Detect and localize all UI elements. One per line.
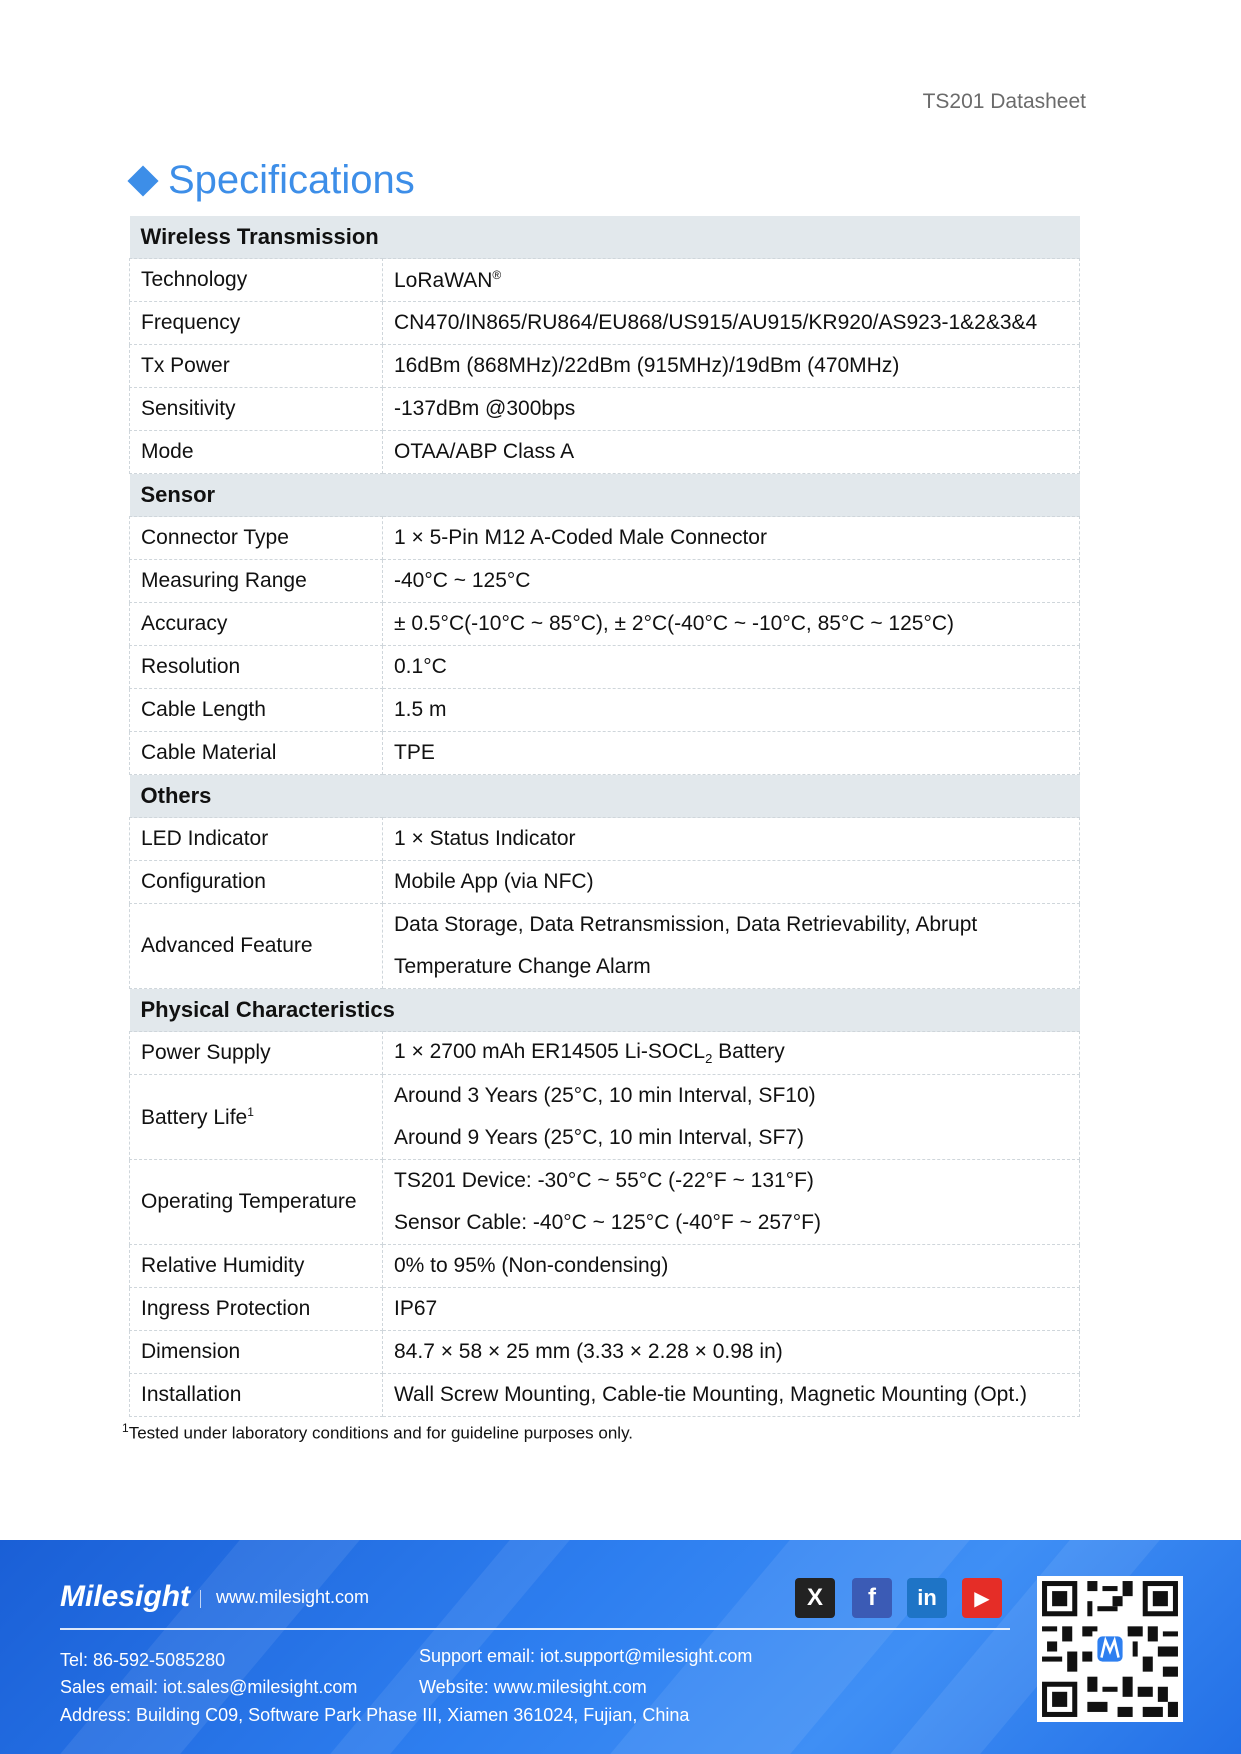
row-value: 0.1°C (383, 646, 1080, 689)
row-value: -137dBm @300bps (383, 388, 1080, 431)
table-row (130, 560, 1080, 603)
x-icon[interactable]: X (795, 1578, 835, 1618)
table-row (130, 904, 1080, 989)
row-value: 16dBm (868MHz)/22dBm (915MHz)/19dBm (470MHz) (383, 345, 1080, 388)
row-value: Data Storage, Data Retransmission, Data Retrievability, Abrupt Temperature Change Alarm (383, 904, 1080, 989)
row-label: Measuring Range (130, 560, 383, 603)
table-row (130, 1288, 1080, 1331)
group-wireless: Wireless Transmission (130, 216, 1080, 259)
table-row (130, 302, 1080, 345)
website-link-top[interactable]: www.milesight.com (216, 1587, 370, 1607)
row-value: ± 0.5°C(-10°C ~ 85°C), ± 2°C(-40°C ~ -10°C, 85°C ~ 125°C) (383, 603, 1080, 646)
row-label: Frequency (130, 302, 383, 345)
table-row (130, 431, 1080, 474)
table-row (130, 646, 1080, 689)
row-value: LoRaWAN® (383, 259, 1080, 302)
row-label: Ingress Protection (130, 1288, 383, 1331)
row-label: Cable Material (130, 732, 383, 775)
table-row (130, 345, 1080, 388)
table-row (130, 861, 1080, 904)
footer-rule (60, 1628, 1010, 1630)
table-row (130, 603, 1080, 646)
row-value: Mobile App (via NFC) (383, 861, 1080, 904)
row-value: 1.5 m (383, 689, 1080, 732)
row-value: -40°C ~ 125°C (383, 560, 1080, 603)
row-label: LED Indicator (130, 818, 383, 861)
row-value: IP67 (383, 1288, 1080, 1331)
table-row (130, 1075, 1080, 1160)
section-title: Specifications (168, 158, 415, 202)
table-row (130, 1032, 1080, 1075)
row-label: Accuracy (130, 603, 383, 646)
footnote: $^1$Tested under laboratory conditions and for guideline purposes only. (122, 1421, 634, 1443)
table-row (130, 517, 1080, 560)
row-label: Cable Length (130, 689, 383, 732)
row-label: Operating Temperature (130, 1160, 383, 1245)
table-row (130, 689, 1080, 732)
table-row (130, 818, 1080, 861)
row-label: Battery Life$^1$ (130, 1075, 383, 1160)
row-value: 1 × 2700 mAh ER14505 $Li-SOCL_2$ Battery (383, 1032, 1080, 1075)
row-label: Installation (130, 1374, 383, 1417)
row-label: Tx Power (130, 345, 383, 388)
row-value: 0% to 95% (Non-condensing) (383, 1245, 1080, 1288)
table-row (130, 1374, 1080, 1417)
row-value: 84.7 × 58 × 25 mm (3.33 × 2.28 × 0.98 in) (383, 1331, 1080, 1374)
specifications-table (129, 216, 1080, 1417)
diamond-bullet-icon (127, 165, 158, 196)
qr-code-icon (1037, 1576, 1183, 1722)
row-value: 1 × 5-Pin M12 A-Coded Male Connector (383, 517, 1080, 560)
document-title: TS201 Datasheet (922, 90, 1086, 113)
website-link[interactable]: Website: www.milesight.com (419, 1677, 647, 1697)
table-row (130, 732, 1080, 775)
row-label: Technology (130, 259, 383, 302)
row-value: 1 × Status Indicator (383, 818, 1080, 861)
row-label: Relative Humidity (130, 1245, 383, 1288)
table-row (130, 1331, 1080, 1374)
linkedin-icon[interactable]: in (907, 1578, 947, 1618)
row-value: TS201 Device: -30°C ~ 55°C (-22°F ~ 131°F) Sensor Cable: -40°C ~ 125°C (-40°F ~ 257°F) (383, 1160, 1080, 1245)
group-others: Others (130, 775, 1080, 818)
row-label: Connector Type (130, 517, 383, 560)
table-row (130, 1160, 1080, 1245)
group-physical: Physical Characteristics (130, 989, 1080, 1032)
tel: Tel: 86-592-5085280 (60, 1650, 226, 1670)
row-value: Wall Screw Mounting, Cable-tie Mounting, Magnetic Mounting (Opt.) (383, 1374, 1080, 1417)
row-label: Configuration (130, 861, 383, 904)
row-label: Advanced Feature (130, 904, 383, 989)
brand-logo: Milesight (60, 1580, 191, 1613)
row-value: Around 3 Years (25°C, 10 min Interval, SF10) Around 9 Years (25°C, 10 min Interval, SF7) (383, 1075, 1080, 1160)
divider (200, 1590, 201, 1608)
row-value: TPE (383, 732, 1080, 775)
row-label: Dimension (130, 1331, 383, 1374)
footer (0, 1540, 1241, 1754)
group-sensor: Sensor (130, 474, 1080, 517)
row-label: Mode (130, 431, 383, 474)
support-email[interactable]: Support email: iot.support@milesight.com (419, 1646, 753, 1666)
row-label: Resolution (130, 646, 383, 689)
row-value: OTAA/ABP Class A (383, 431, 1080, 474)
row-label: Power Supply (130, 1032, 383, 1075)
table-row (130, 388, 1080, 431)
table-row (130, 1245, 1080, 1288)
sales-email[interactable]: Sales email: iot.sales@milesight.com (60, 1677, 358, 1697)
facebook-icon[interactable]: f (852, 1578, 892, 1618)
youtube-icon[interactable]: ▶ (962, 1578, 1002, 1618)
row-label: Sensitivity (130, 388, 383, 431)
row-value: CN470/IN865/RU864/EU868/US915/AU915/KR920/AS923-1&2&3&4 (383, 302, 1080, 345)
table-row (130, 259, 1080, 302)
address: Address: Building C09, Software Park Phase III, Xiamen 361024, Fujian, China (60, 1705, 690, 1725)
section-heading (126, 158, 415, 203)
